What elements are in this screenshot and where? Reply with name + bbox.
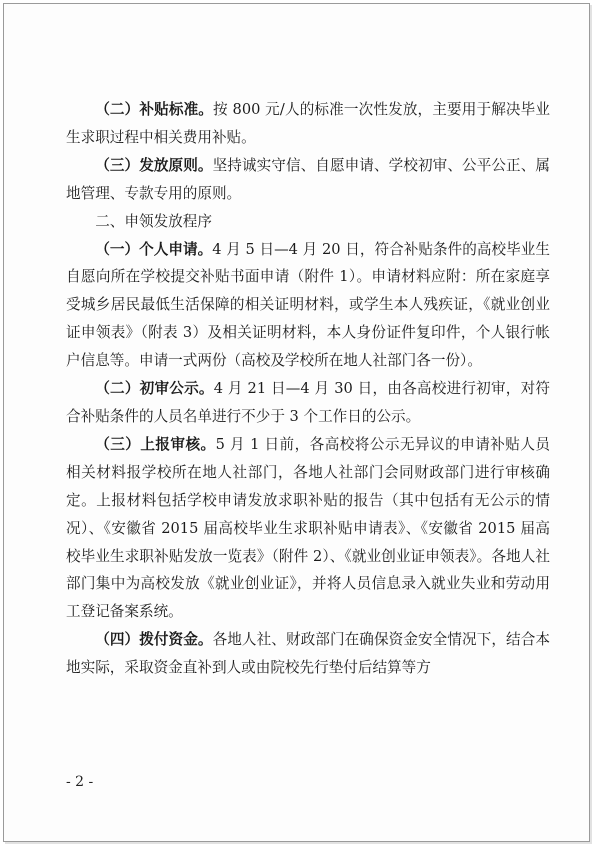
step-heading: （三）上报审核。 xyxy=(95,435,216,453)
paragraph-text: 坚持诚实守信、自愿申请、学校初审、公平公正、属地管理、专款专用的原则。 xyxy=(66,156,550,202)
step-text: 5 月 1 日前，各高校将公示无异议的申请补贴人员相关材料报学校所在地人社部门，各地人社部门会同财政部门进行审核确定。上报材料包括学校申请发放求职补贴的报告（其中包括有无公示的情况）、《安徽省 2015 届高校毕业生求职补贴申请表》、《安徽省 2015 届高校毕业生求职补贴发放一览表》（附件 2）、《就业创业证申领表》。各地人社部门集中为高校发放《就业创业证》，并将人员信息录入就业失业和劳动用工登记备案系统。 xyxy=(66,435,550,621)
paragraph-subsidy-standard xyxy=(66,96,550,152)
step-preliminary-review xyxy=(66,375,550,431)
step-report-review xyxy=(66,431,550,626)
step-text: 4 月 21 日—4 月 30 日，由各高校进行初审，对符合补贴条件的人员名单进行不少于 3 个工作日的公示。 xyxy=(66,380,550,425)
paragraph-text: 按 800 元/人的标准一次性发放，主要用于解决毕业生求职过程中相关费用补贴。 xyxy=(66,101,550,146)
step-fund-allocation xyxy=(66,626,550,682)
step-heading: （四）拨付资金。 xyxy=(95,631,213,649)
paragraph-distribution-principle xyxy=(66,152,550,208)
document-body xyxy=(66,96,550,682)
paragraph-heading: （二）补贴标准。 xyxy=(95,101,214,118)
step-heading: （二）初审公示。 xyxy=(95,380,214,398)
document-page xyxy=(3,3,590,842)
section-title: 二、申领发放程序 xyxy=(95,212,212,230)
step-heading: （一）个人申请。 xyxy=(95,240,213,258)
paragraph-heading: （三）发放原则。 xyxy=(95,156,213,174)
step-personal-application xyxy=(66,236,550,376)
page-number: - 2 - xyxy=(66,774,94,790)
step-text: 各地人社、财政部门在确保资金安全情况下，结合本地实际，采取资金直补到人或由院校先行垫付后结算等方 xyxy=(66,631,550,677)
step-text: 4 月 5 日—4 月 20 日，符合补贴条件的高校毕业生自愿向所在学校提交补贴书面申请（附件 1）。申请材料应附：所在家庭享受城乡居民最低生活保障的相关证明材料，或学生本人残疾证，《就业创业证申领表》（附表 3）及相关证明材料，本人身份证件复印件，个人银行帐户信息等。申请一式两份（高校及学校所在地人社部门各一份）。 xyxy=(66,240,550,370)
